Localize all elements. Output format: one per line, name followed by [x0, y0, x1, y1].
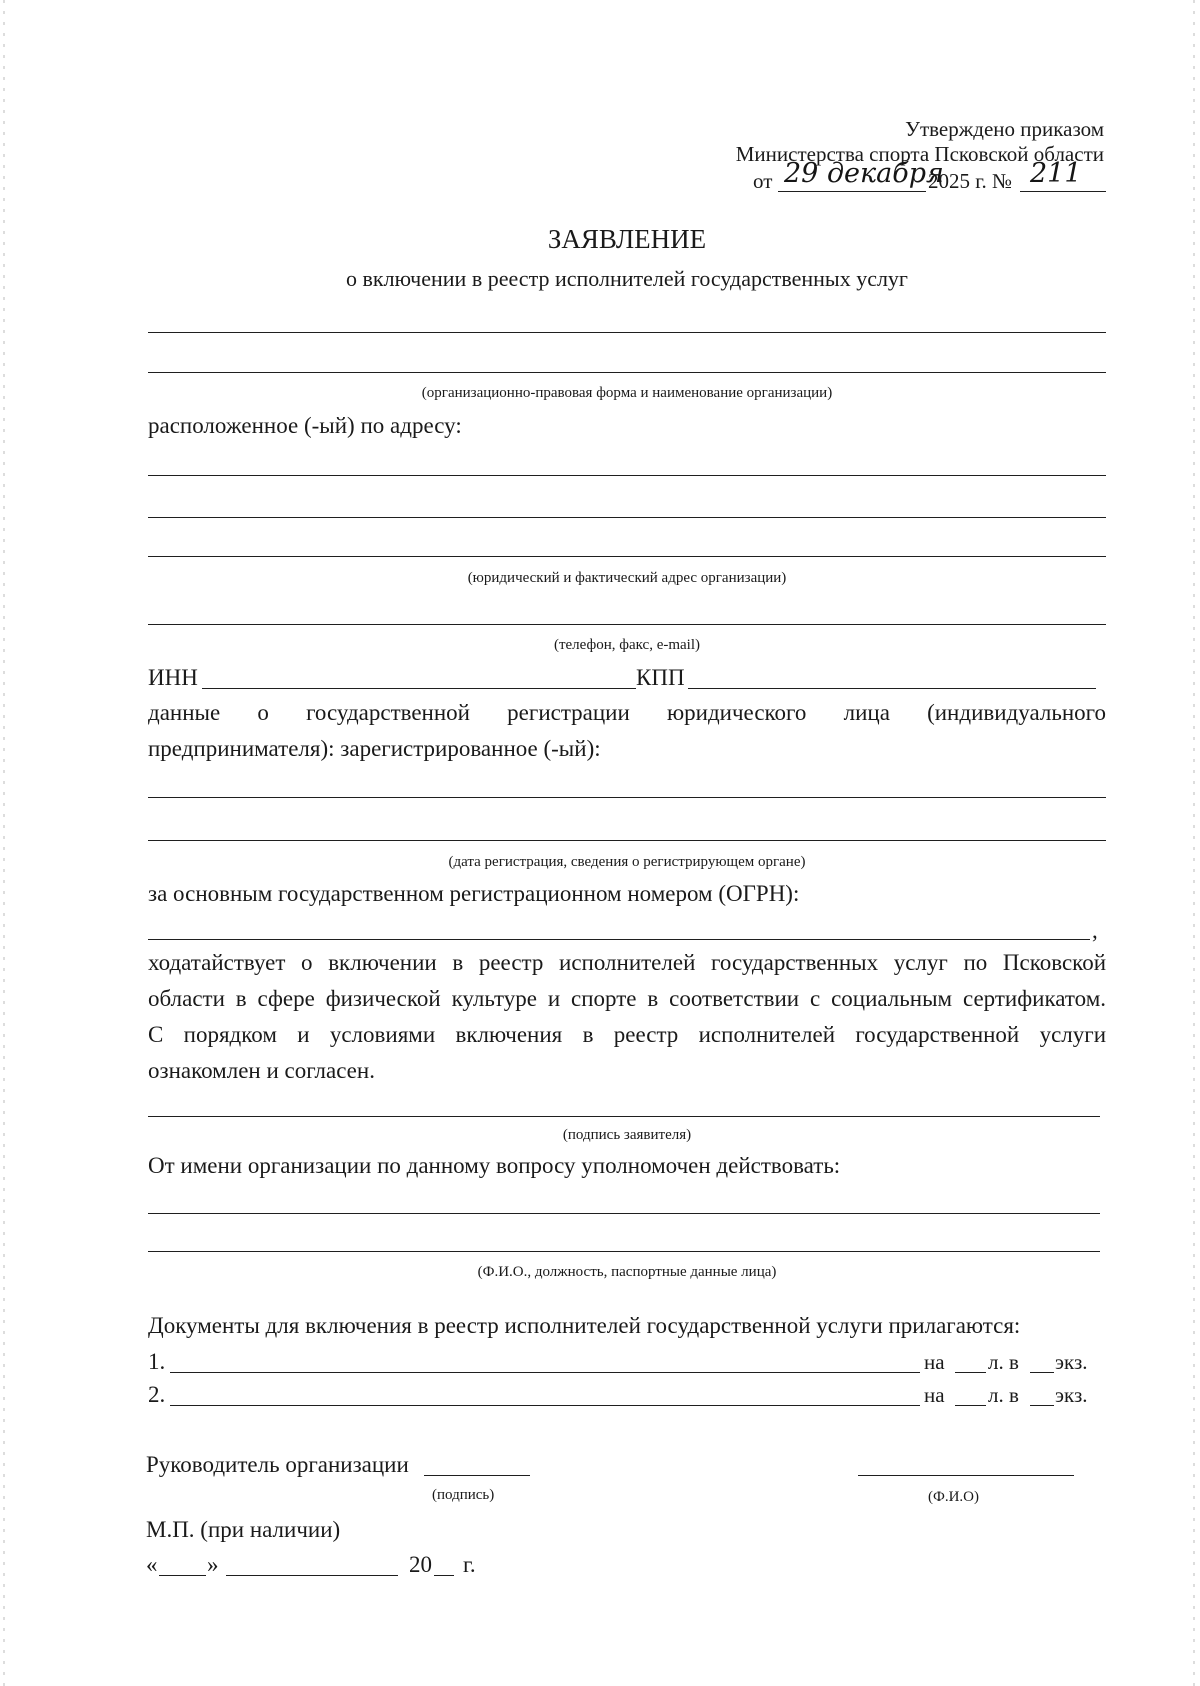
date-year-suffix: г. — [463, 1552, 476, 1577]
petition-line-2: области в сфере физической культуре и спорте в соответствии с социальным сертификатом. — [148, 986, 1106, 1011]
caption-org-name: (организационно-правовая форма и наименование организации) — [421, 385, 833, 401]
approval-date-handwritten: 29 декабря — [784, 158, 944, 189]
caption-address: (юридический и фактический адрес организации) — [467, 570, 787, 586]
label-located-at: расположенное (-ый) по адресу: — [148, 413, 462, 438]
date-open-quote: « — [146, 1552, 158, 1577]
approval-year-number-label: 2025 г. № — [928, 169, 1013, 193]
doc2-title-line — [170, 1405, 920, 1406]
doc2-sheets-line — [955, 1405, 986, 1406]
doc1-copies-line — [1030, 1372, 1054, 1373]
doc2-number: 2. — [148, 1382, 166, 1407]
registration-line-1 — [148, 797, 1106, 798]
state-registration-line-1: данные о государственной регистрации юридического лица (индивидуального — [148, 700, 1106, 725]
approval-number-handwritten: 211 — [1030, 158, 1082, 189]
label-ogrn: за основным государственном регистрационном номером (ОГРН): — [148, 881, 800, 906]
inn-line — [202, 688, 636, 689]
caption-head-signature: (подпись) — [432, 1487, 495, 1503]
date-year-prefix: 20 — [409, 1552, 432, 1577]
head-signature-line — [424, 1475, 530, 1476]
applicant-signature-line — [148, 1116, 1100, 1117]
doc2-copies-line — [1030, 1405, 1054, 1406]
caption-registration: (дата регистрация, сведения о регистрирующем органе) — [448, 854, 806, 870]
date-day-line — [159, 1575, 206, 1576]
ogrn-comma: , — [1092, 918, 1098, 943]
caption-head-name: (Ф.И.О) — [928, 1489, 980, 1505]
caption-contacts: (телефон, факс, e-mail) — [553, 637, 701, 653]
kpp-line — [688, 688, 1096, 689]
date-year-line — [434, 1575, 454, 1576]
contacts-line — [148, 624, 1106, 625]
petition-line-4: ознакомлен и согласен. — [148, 1058, 375, 1083]
doc1-sheets-line — [955, 1372, 986, 1373]
label-authorized-intro: От имени организации по данному вопросу уполномочен действовать: — [148, 1153, 841, 1178]
caption-authorized-person: (Ф.И.О., должность, паспортные данные лица) — [477, 1264, 777, 1280]
petition-line-1: ходатайствует о включении в реестр исполнителей государственных услуг по Псковской — [148, 950, 1106, 975]
approval-line-2: Министерства спорта Псковской области — [735, 142, 1104, 166]
doc1-copies-label: экз. — [1055, 1350, 1088, 1374]
caption-applicant-signature: (подпись заявителя) — [562, 1127, 692, 1143]
registration-line-2 — [148, 840, 1106, 841]
label-kpp: КПП — [636, 665, 685, 690]
authorized-line-2 — [148, 1251, 1100, 1252]
address-line-2 — [148, 517, 1106, 518]
doc1-number: 1. — [148, 1349, 166, 1374]
address-line-3 — [148, 556, 1106, 557]
doc2-sheets-label: л. в — [988, 1383, 1019, 1407]
date-month-line — [226, 1575, 398, 1576]
doc2-na: на — [924, 1383, 945, 1407]
state-registration-line-2: предпринимателя): зарегистрированное (-ый): — [148, 736, 601, 761]
org-name-line-2 — [148, 372, 1106, 373]
org-name-line-1 — [148, 332, 1106, 333]
doc1-sheets-label: л. в — [988, 1350, 1019, 1374]
ogrn-line — [148, 939, 1090, 940]
approval-date-line — [778, 191, 926, 192]
approval-from-prefix: от — [753, 169, 773, 193]
doc2-copies-label: экз. — [1055, 1383, 1088, 1407]
label-head: Руководитель организации — [146, 1452, 409, 1477]
doc1-title-line — [170, 1372, 920, 1373]
document-title: ЗАЯВЛЕНИЕ — [547, 224, 707, 254]
authorized-line-1 — [148, 1213, 1100, 1214]
date-close-quote: » — [207, 1552, 219, 1577]
label-documents-intro: Документы для включения в реестр исполнителей государственной услуги прилагаются: — [148, 1313, 1021, 1338]
petition-line-3: С порядком и условиями включения в реестр исполнителей государственной услуги — [148, 1022, 1106, 1047]
document-subtitle: о включении в реестр исполнителей государственных услуг — [346, 266, 908, 291]
label-stamp: М.П. (при наличии) — [146, 1517, 341, 1542]
address-line-1 — [148, 475, 1106, 476]
head-name-line — [858, 1475, 1074, 1476]
approval-line-1: Утверждено приказом — [905, 117, 1104, 141]
doc1-na: на — [924, 1350, 945, 1374]
label-inn: ИНН — [148, 665, 198, 690]
approval-number-line — [1020, 191, 1106, 192]
